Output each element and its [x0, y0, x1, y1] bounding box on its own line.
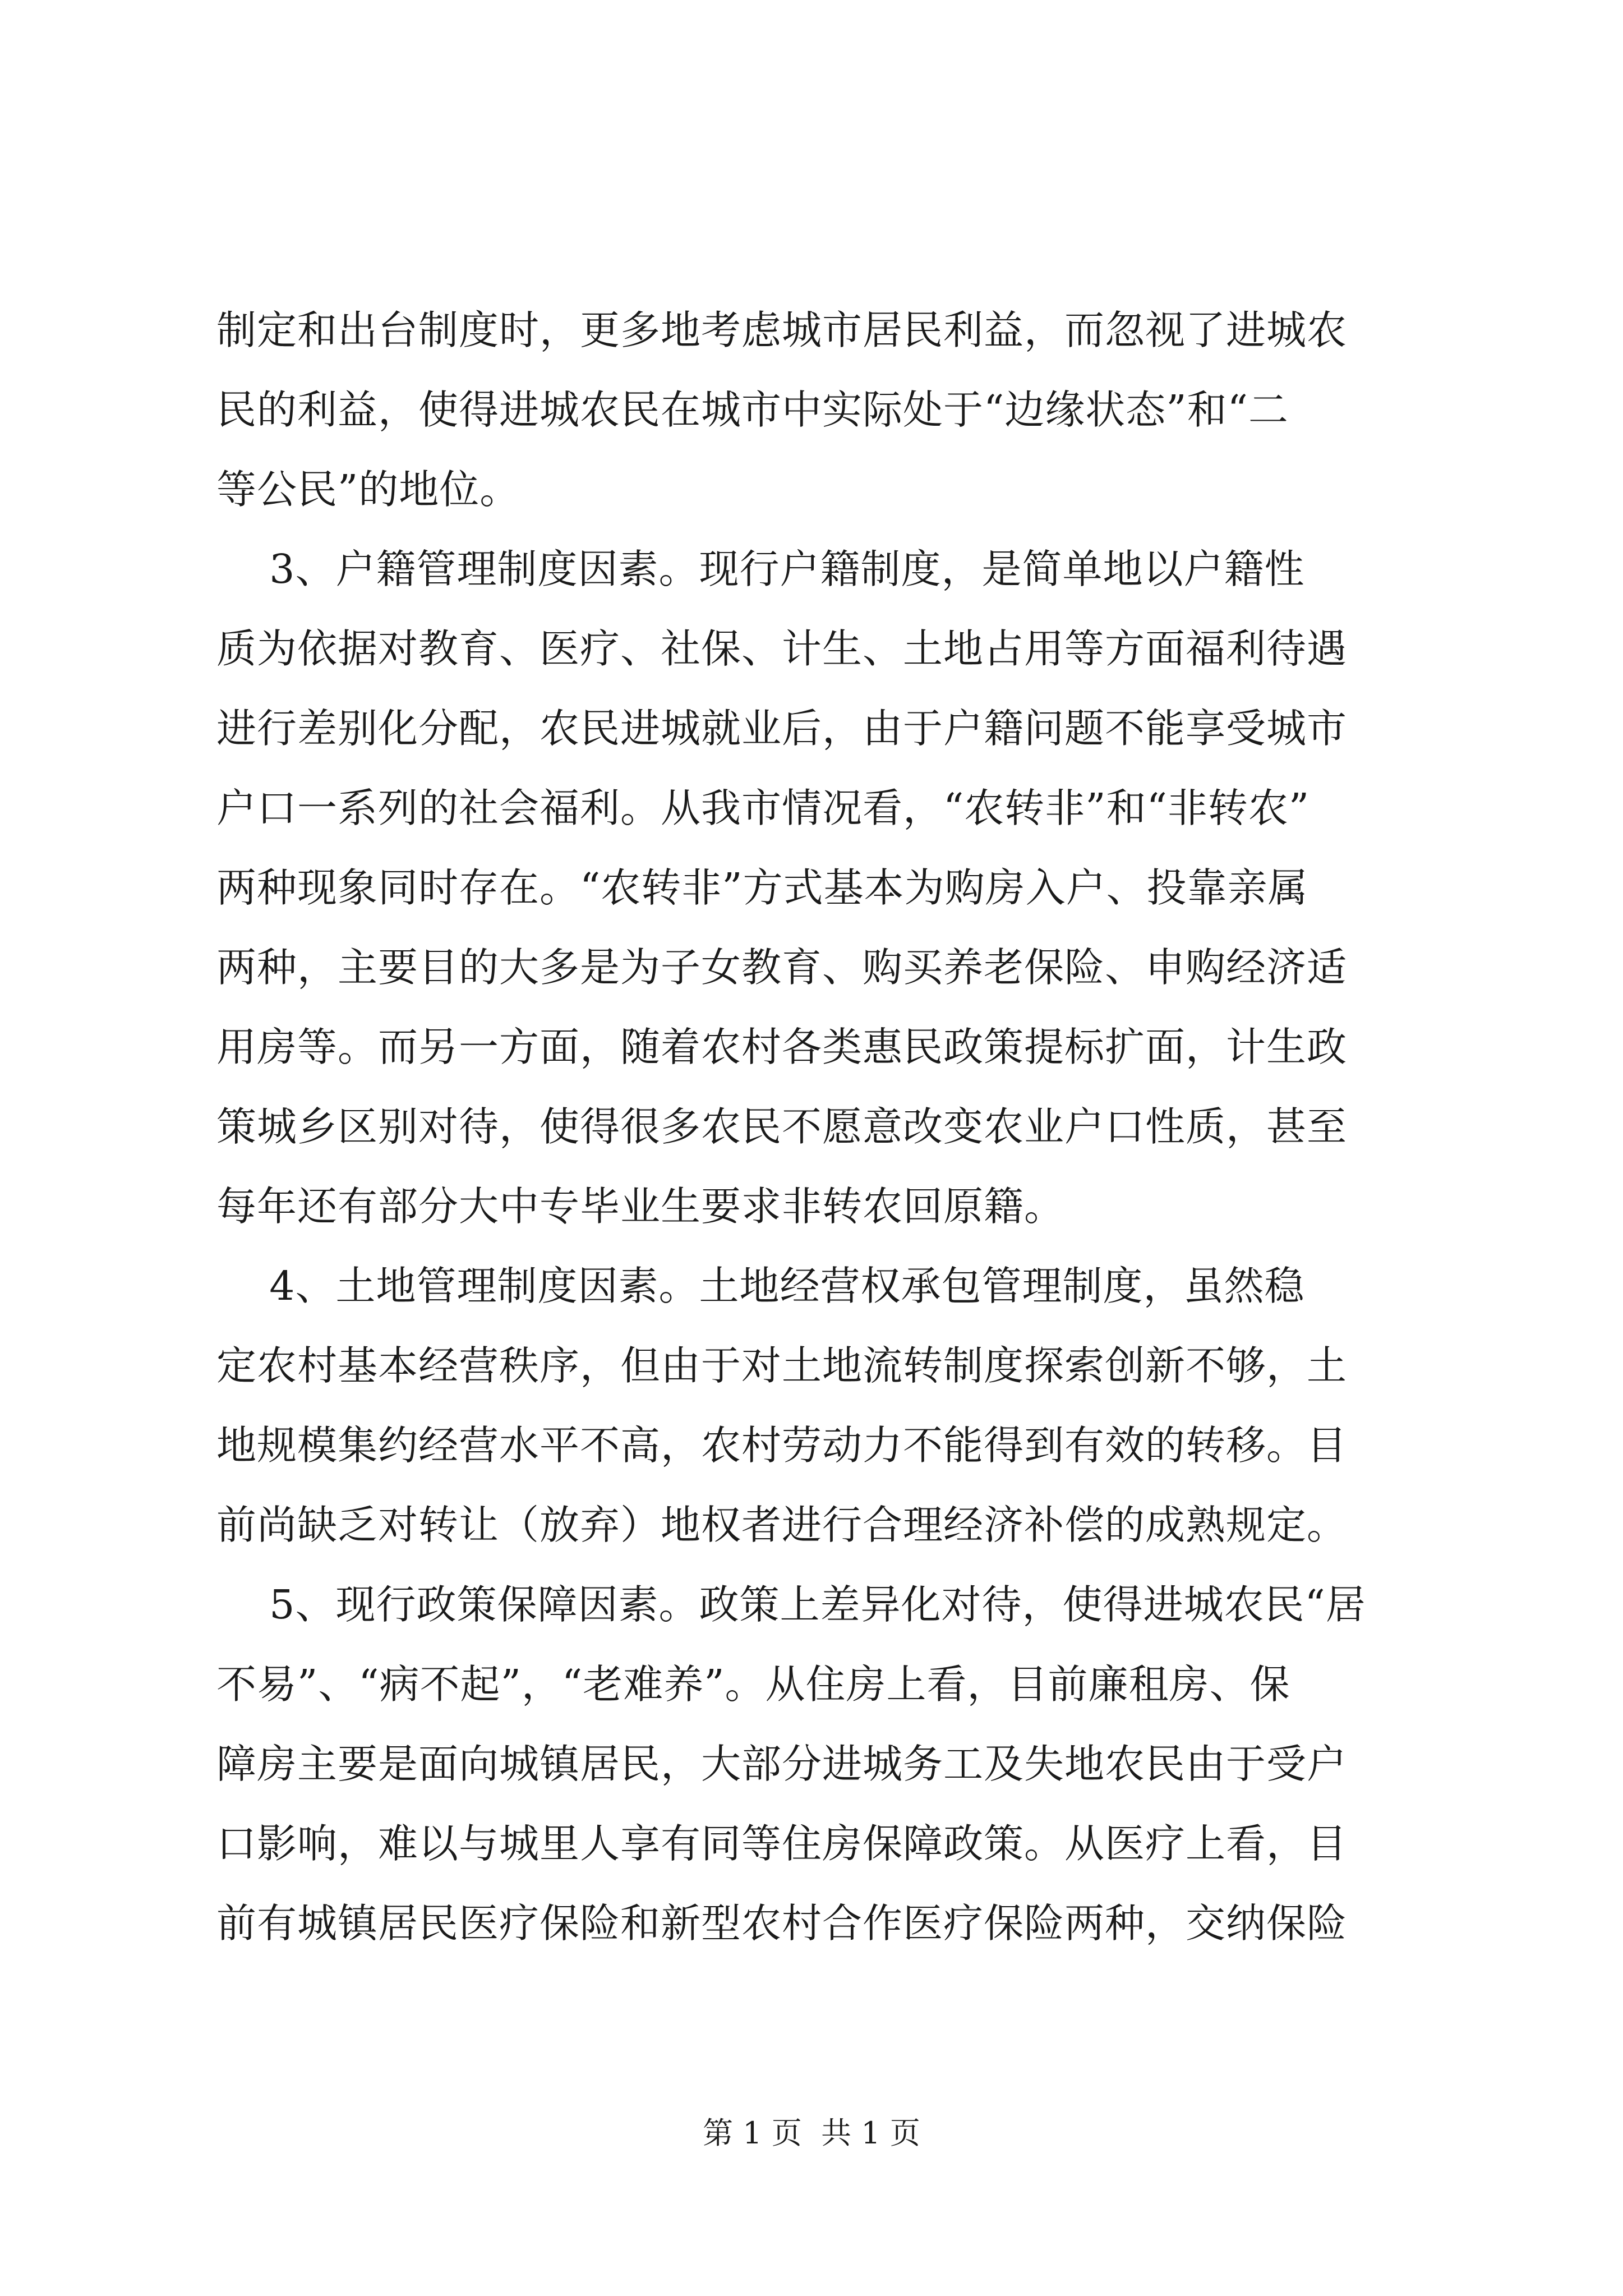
text-line: 户口一系列的社会福利。从我市情况看，“农转非”和“非转农” [216, 785, 1310, 831]
text-line: 地规模集约经营水平不高，农村劳动力不能得到有效的转移。目 [216, 1422, 1348, 1469]
page-number-label: 第 1 页 共 1 页 [703, 2115, 920, 2151]
text-line: 前有城镇居民医疗保险和新型农村合作医疗保险两种，交纳保险 [216, 1900, 1348, 1947]
text-line: 两种现象同时存在。“农转非”方式基本为购房入户、投靠亲属 [216, 864, 1308, 911]
text-line: 定农村基本经营秩序，但由于对土地流转制度探索创新不够，土 [216, 1342, 1348, 1389]
text-line: 4、土地管理制度因素。土地经营权承包管理制度，虽然稳 [216, 1263, 1305, 1309]
text-line: 民的利益，使得进城农民在城市中实际处于“边缘状态”和“二 [216, 386, 1289, 433]
text-line: 策城乡区别对待，使得很多农民不愿意改变农业户口性质，甚至 [216, 1103, 1348, 1150]
text-line: 进行差别化分配，农民进城就业后，由于户籍问题不能享受城市 [216, 705, 1348, 752]
text-line: 两种，主要目的大多是为子女教育、购买养老保险、申购经济适 [216, 944, 1348, 991]
text-line: 等公民”的地位。 [216, 466, 520, 513]
text-line: 口影响，难以与城里人享有同等住房保障政策。从医疗上看，目 [216, 1820, 1348, 1867]
text-line: 不易”、“病不起”，“老难养”。从住房上看，目前廉租房、保 [216, 1661, 1290, 1708]
text-line: 制定和出台制度时，更多地考虑城市居民利益，而忽视了进城农 [216, 307, 1348, 353]
page-footer [0, 2109, 1623, 2152]
body-text [216, 291, 1417, 1963]
text-line: 3、户籍管理制度因素。现行户籍制度，是简单地以户籍性 [216, 546, 1305, 592]
text-line: 前尚缺乏对转让（放弃）地权者进行合理经济补偿的成熟规定。 [216, 1502, 1348, 1548]
text-line: 障房主要是面向城镇居民，大部分进城务工及失地农民由于受户 [216, 1741, 1348, 1787]
text-line: 5、现行政策保障因素。政策上差异化对待，使得进城农民“居 [216, 1581, 1366, 1628]
text-line: 每年还有部分大中专毕业生要求非转农回原籍。 [216, 1183, 1065, 1230]
text-line: 用房等。而另一方面，随着农村各类惠民政策提标扩面，计生政 [216, 1024, 1348, 1070]
text-line: 质为依据对教育、医疗、社保、计生、土地占用等方面福利待遇 [216, 625, 1348, 672]
